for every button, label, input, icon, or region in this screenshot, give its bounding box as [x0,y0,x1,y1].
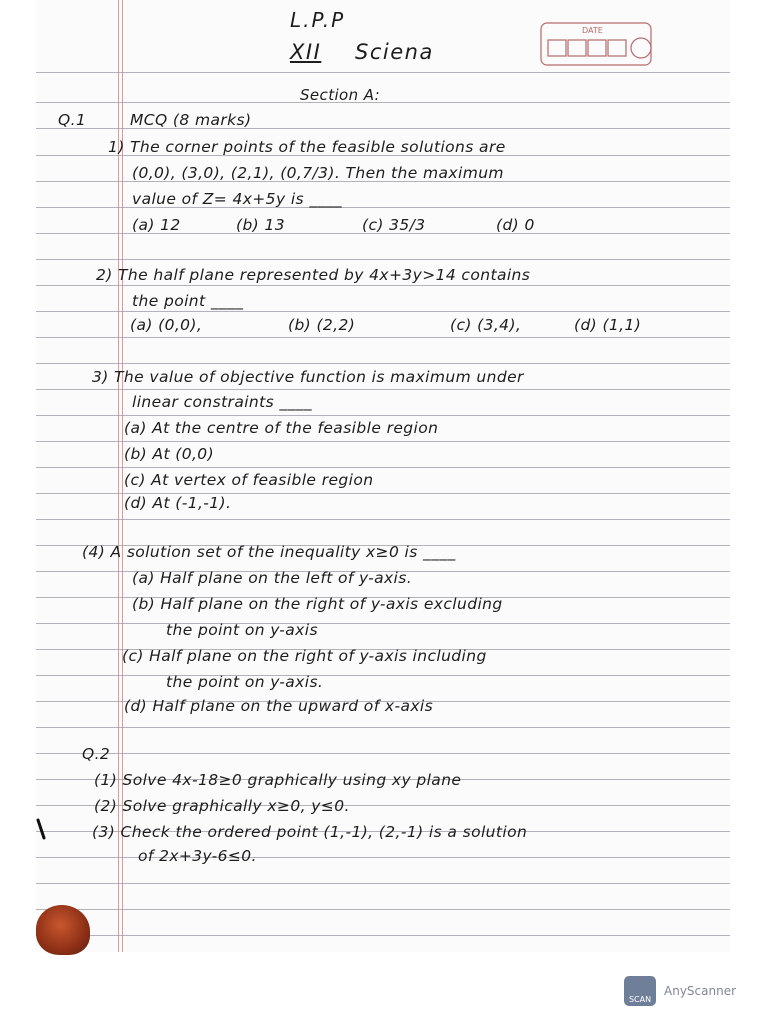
q1-item-3-stem-line: linear constraints ____ [132,393,313,411]
question-1-heading: MCQ (8 marks) [130,111,252,129]
q1-item-1-option: (a) 12 [132,216,181,234]
q2-item: (2) Solve graphically x≥0, y≤0. [94,797,350,815]
stream-label: Sciena [355,40,434,64]
question-1-number: Q.1 [58,111,87,129]
q1-item-4-option: (b) Half plane on the right of y-axis excluding [132,595,503,613]
q1-item-4-option: (a) Half plane on the left of y-axis. [132,569,413,587]
q1-item-3-option: (b) At (0,0) [124,445,215,463]
q1-item-1-option: (c) 35/3 [362,216,426,234]
q1-item-3-option: (d) At (-1,-1). [124,494,232,512]
q1-item-4-option-continued: the point on y-axis. [166,673,324,691]
scanner-app-name: AnyScanner [664,984,737,998]
q1-item-2-stem-line: 2) The half plane represented by 4x+3y>14 contains [96,266,531,284]
question-2-number: Q.2 [82,745,111,763]
q1-item-2-stem-line: the point ____ [132,292,244,310]
q1-item-2-option: (d) (1,1) [574,316,642,334]
q1-item-4-option-continued: the point on y-axis [166,621,318,639]
scanner-logo-icon: SCAN [624,976,656,1006]
q1-item-3-option: (a) At the centre of the feasible region [124,419,439,437]
section-heading: Section A: [300,86,381,104]
q1-item-1-option: (b) 13 [236,216,285,234]
q1-item-1-option: (d) 0 [496,216,535,234]
q2-item: (3) Check the ordered point (1,-1), (2,-1) is a solution [92,823,528,841]
q1-item-2-option: (c) (3,4), [450,316,522,334]
q1-item-4-stem-line: (4) A solution set of the inequality x≥0 is ____ [82,543,456,561]
page-title: L.P.P [290,8,346,32]
q2-item-continued: of 2x+3y-6≤0. [138,847,257,865]
q2-item: (1) Solve 4x-18≥0 graphically using xy plane [94,771,462,789]
date-label: DATE [582,26,603,35]
date-stamp-box [540,22,652,66]
class-label: XII [290,40,322,64]
q1-item-3-option: (c) At vertex of feasible region [124,471,374,489]
q1-item-1-stem-line: value of Z= 4x+5y is ____ [132,190,342,208]
q1-item-4-option: (c) Half plane on the right of y-axis including [122,647,487,665]
anyscanner-watermark [624,976,736,1006]
q1-item-1-stem-line: 1) The corner points of the feasible solutions are [108,138,506,156]
q1-item-2-option: (a) (0,0), [130,316,203,334]
q1-item-2-option: (b) (2,2) [288,316,356,334]
q1-item-1-stem-line: (0,0), (3,0), (2,1), (0,7/3). Then the maximum [132,164,504,182]
q1-item-3-stem-line: 3) The value of objective function is maximum under [92,368,524,386]
q1-item-4-option: (d) Half plane on the upward of x-axis [124,697,434,715]
finger-shadow [36,905,90,955]
pen-mark [36,818,46,840]
